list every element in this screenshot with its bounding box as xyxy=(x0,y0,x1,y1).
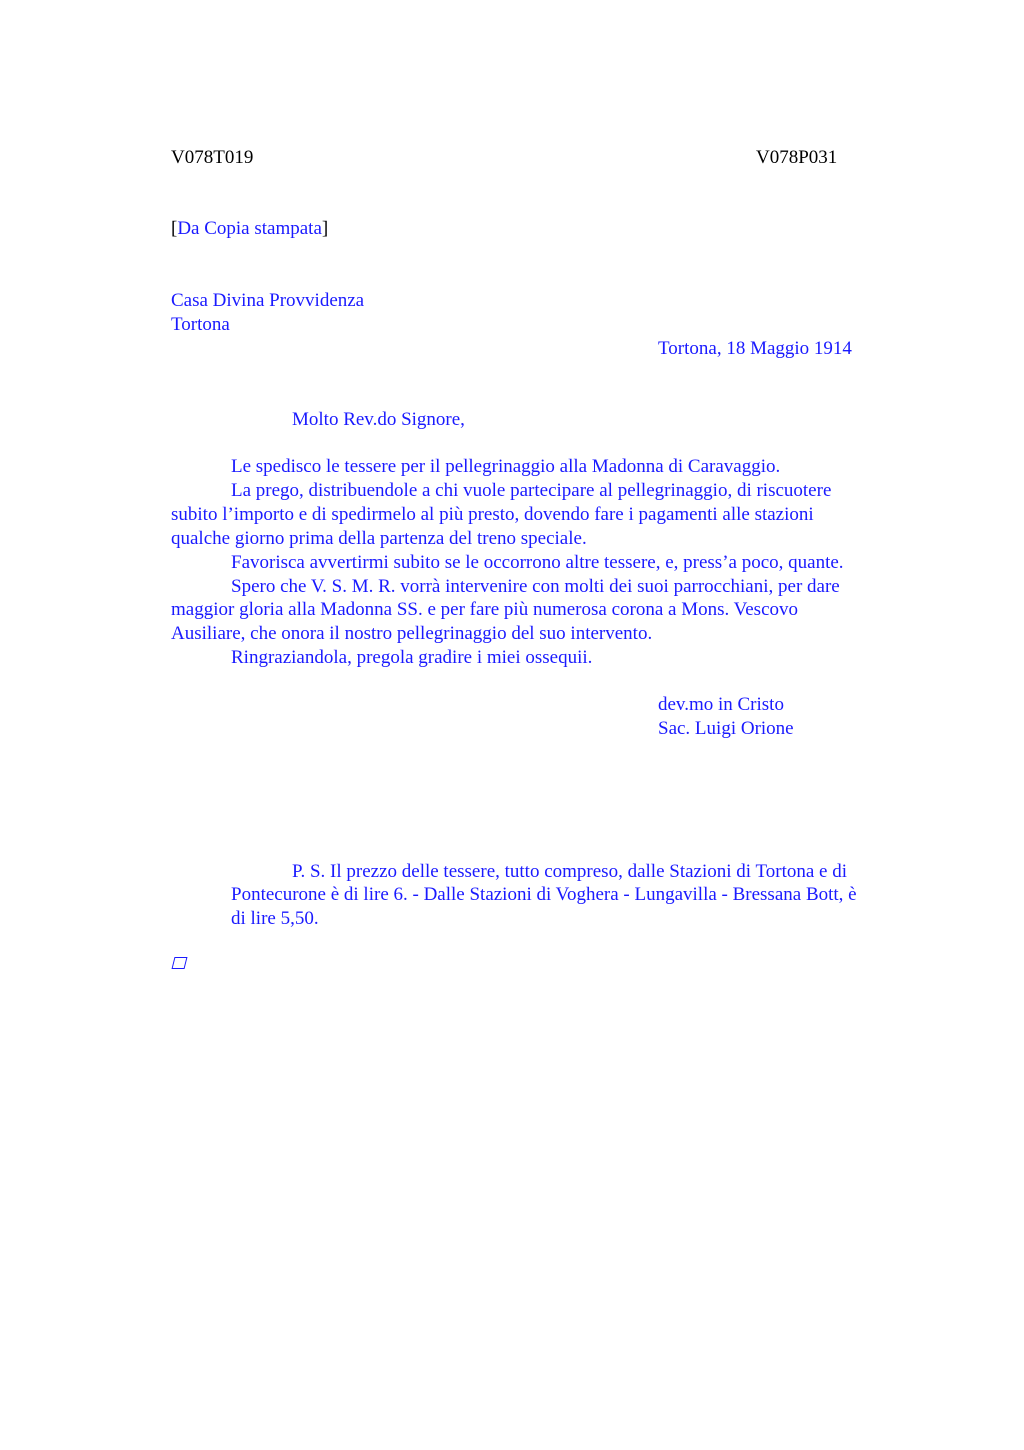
end-marker-icon xyxy=(172,957,188,969)
document-code-left: V078T019 xyxy=(171,147,254,168)
body-line: Le spedisco le tessere per il pellegrinaggio alla Madonna di Caravaggio. xyxy=(231,456,781,477)
body-line: Ringraziandola, pregola gradire i miei ossequii. xyxy=(231,647,593,668)
source-note-close-bracket: ] xyxy=(321,218,329,239)
body-line: subito l’importo e di spedirmelo al più presto, dovendo fare i pagamenti alle stazioni xyxy=(171,504,814,525)
sender-line-1: Casa Divina Provvidenza xyxy=(171,290,365,311)
postscript-line: Pontecurone è di lire 6. - Dalle Stazioni di Voghera - Lungavilla - Bressana Bott, è xyxy=(231,884,857,905)
closing-line-1: dev.mo in Cristo xyxy=(658,694,784,715)
letter-date: Tortona, 18 Maggio 1914 xyxy=(658,338,852,359)
signature: Sac. Luigi Orione xyxy=(658,718,794,739)
salutation: Molto Rev.do Signore, xyxy=(292,409,465,430)
sender-line-2: Tortona xyxy=(171,314,230,335)
postscript-line: P. S. Il prezzo delle tessere, tutto compreso, dalle Stazioni di Tortona e di xyxy=(292,861,847,882)
document-code-right: V078P031 xyxy=(756,147,838,168)
source-note-open-bracket: [ xyxy=(171,218,178,239)
postscript-line: di lire 5,50. xyxy=(231,908,319,929)
body-line: maggior gloria alla Madonna SS. e per fare più numerosa corona a Mons. Vescovo xyxy=(171,599,799,620)
body-line: La prego, distribuendole a chi vuole partecipare al pellegrinaggio, di riscuotere xyxy=(231,480,832,501)
body-line: qualche giorno prima della partenza del treno speciale. xyxy=(171,528,587,549)
body-line: Spero che V. S. M. R. vorrà intervenire con molti dei suoi parrocchiani, per dare xyxy=(231,576,840,597)
source-note-text: Da Copia stampata xyxy=(177,218,322,239)
source-note xyxy=(171,217,328,241)
body-line: Ausiliare, che onora il nostro pellegrinaggio del suo intervento. xyxy=(171,623,653,644)
body-line: Favorisca avvertirmi subito se le occorrono altre tessere, e, press’a poco, quante. xyxy=(231,552,844,573)
